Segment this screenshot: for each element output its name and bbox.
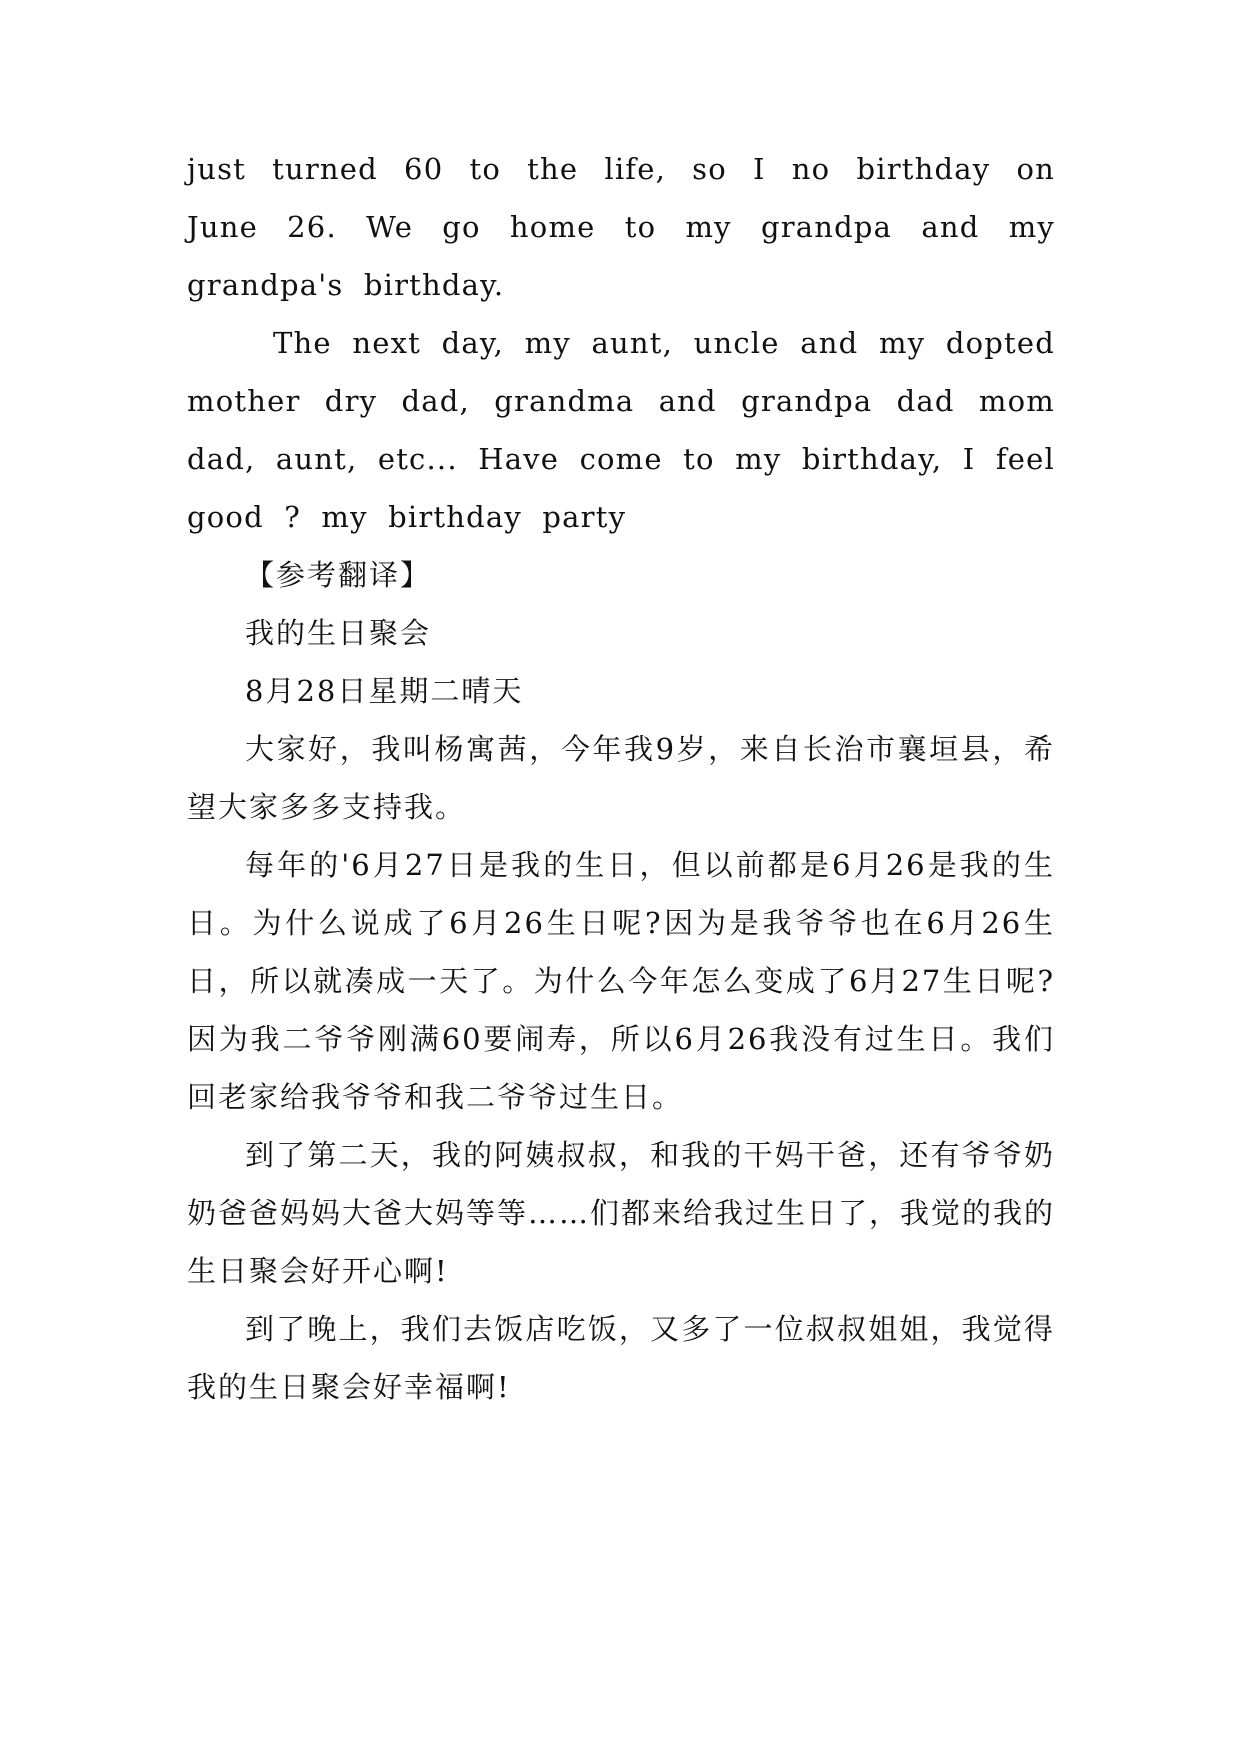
document-body [187, 140, 1055, 1416]
translation-heading: 【参考翻译】 [245, 558, 432, 592]
paragraph-zh-3: 到了第二天，我的阿姨叔叔，和我的干妈干爸，还有爷爷奶奶爸爸妈妈大爸大妈等等……们都来给我过生日了，我觉的我的生日聚会好开心啊! [187, 1138, 1056, 1288]
translation-date-line: 8月28日星期二晴天 [245, 674, 524, 708]
paragraph-zh-1: 大家好，我叫杨寓茜，今年我9岁，来自长治市襄垣县，希望大家多多支持我。 [187, 732, 1055, 824]
paragraph-en-2: The next day, my aunt, uncle and my dopted mother dry dad, grandma and grandpa dad mom dad, aunt, etc... Have come to my birthday, I feel good ? my birthday party [187, 326, 1055, 534]
translation-title: 我的生日聚会 [245, 616, 432, 650]
paragraph-en-1: just turned 60 to the life, so I no birthday on June 26. We go home to my grandpa and my grandpa's birthday. [187, 152, 1055, 302]
paragraph-zh-4: 到了晚上，我们去饭店吃饭，又多了一位叔叔姐姐，我觉得我的生日聚会好幸福啊! [187, 1312, 1055, 1404]
paragraph-zh-2: 每年的'6月27日是我的生日，但以前都是6月26是我的生日。为什么说成了6月26生日呢?因为是我爷爷也在6月26生日，所以就凑成一天了。为什么今年怎么变成了6月27生日呢?因为我二爷爷刚满60要闹寿，所以6月26我没有过生日。我们回老家给我爷爷和我二爷爷过生日。 [187, 848, 1055, 1114]
